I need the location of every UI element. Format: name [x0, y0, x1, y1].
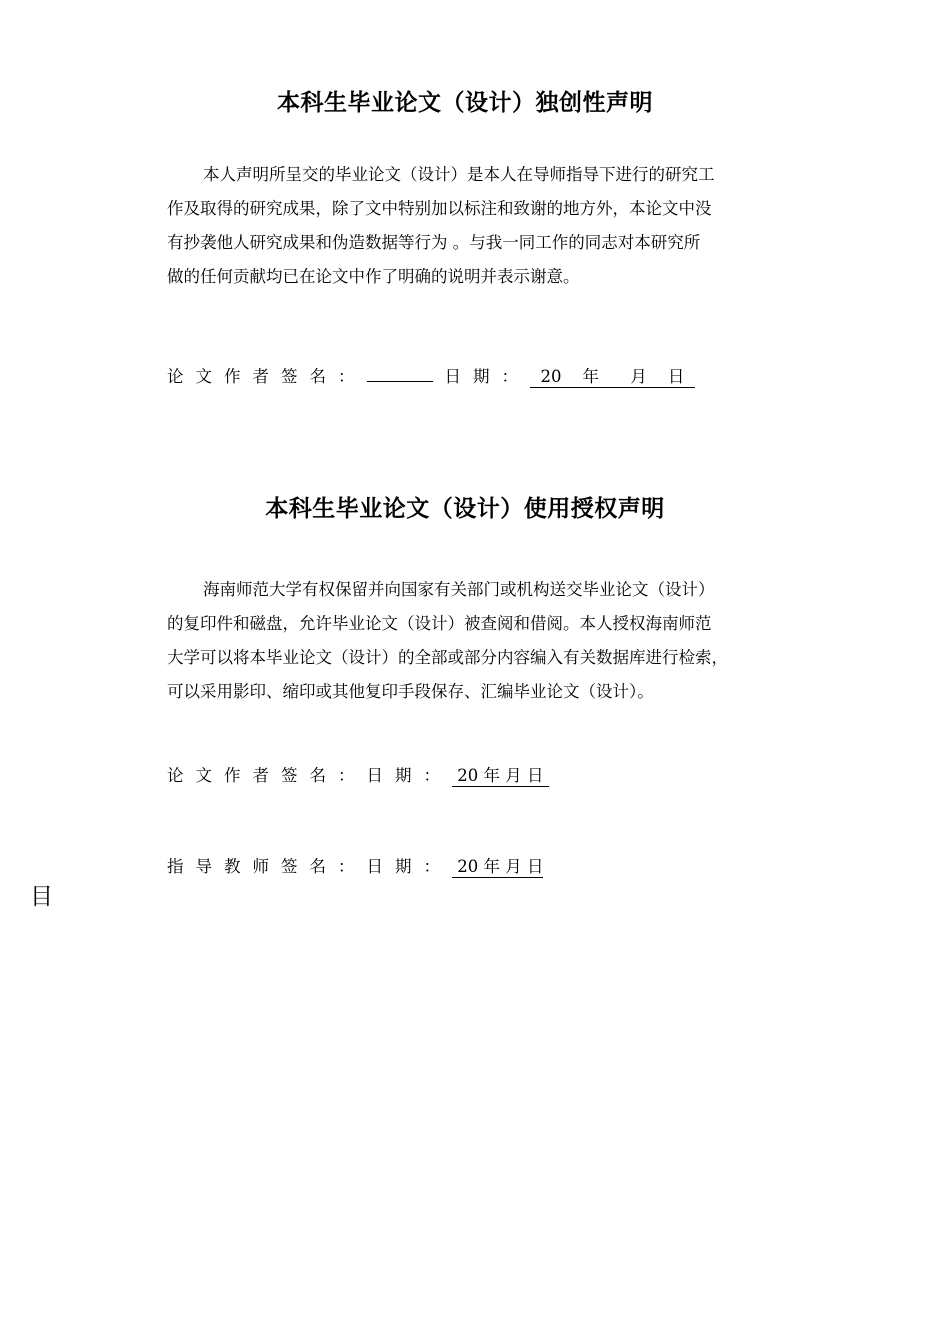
advisor-signature-line — [167, 855, 543, 879]
originality-statement-title: 本科生毕业论文（设计）独创性声明 — [277, 90, 653, 116]
originality-signature-line — [167, 363, 695, 389]
date-label: 日期： — [444, 367, 530, 386]
paragraph-line: 本人声明所呈交的毕业论文（设计）是本人在导师指导下进行的研究工 — [203, 165, 715, 184]
advisor-signature-label: 指导教师签名： — [167, 857, 367, 876]
author-signature-field[interactable] — [367, 363, 433, 382]
date-field[interactable]: 20 年 月 日 — [530, 367, 695, 386]
date-label: 日期： — [366, 857, 452, 876]
date-field[interactable]: 20 年 月 日 — [452, 857, 544, 876]
originality-statement-body — [167, 158, 827, 294]
authorization-statement-body — [167, 573, 827, 709]
paragraph-line: 作及取得的研究成果，除了文中特别加以标注和致谢的地方外，本论文中没 — [167, 199, 712, 218]
author-signature-label: 论文作者签名： — [167, 766, 367, 785]
paragraph-line: 做的任何贡献均已在论文中作了明确的说明并表示谢意。 — [167, 267, 580, 286]
paragraph-line: 有抄袭他人研究成果和伪造数据等行为 。与我一同工作的同志对本研究所 — [167, 233, 701, 252]
authorization-author-signature-line — [167, 764, 549, 788]
paragraph-line: 大学可以将本毕业论文（设计）的全部或部分内容编入有关数据库进行检索， — [167, 648, 728, 667]
paragraph-line: 海南师范大学有权保留并向国家有关部门或机构送交毕业论文（设计） — [203, 580, 715, 599]
paragraph-line: 可以采用影印、缩印或其他复印手段保存、汇编毕业论文（设计）。 — [167, 682, 654, 701]
authorization-statement-title: 本科生毕业论文（设计）使用授权声明 — [265, 496, 665, 522]
date-field[interactable]: 20 年 月 日 — [452, 766, 549, 785]
table-of-contents-heading-fragment: 目 — [30, 884, 53, 910]
paragraph-line: 的复印件和磁盘，允许毕业论文（设计）被查阅和借阅。本人授权海南师范 — [167, 614, 712, 633]
author-signature-label: 论文作者签名： — [167, 367, 367, 386]
date-label: 日期： — [366, 766, 452, 785]
